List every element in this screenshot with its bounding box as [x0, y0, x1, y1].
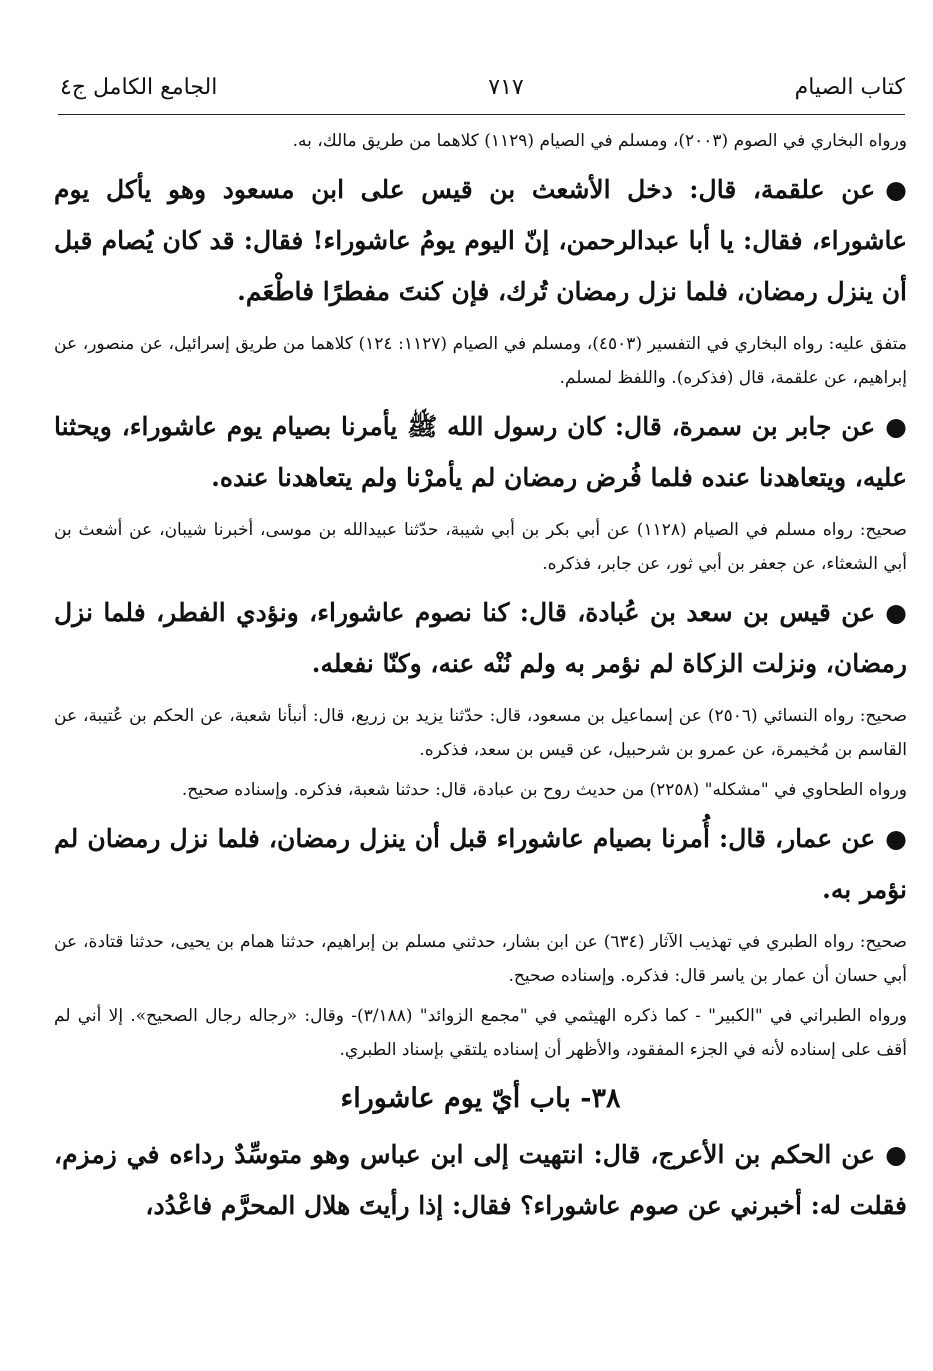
hadith-paragraph: [54, 587, 907, 689]
hadith-text: عن الحكم بن الأعرج، قال: انتهيت إلى ابن عباس وهو متوسِّدٌ رداءه في زمزم، فقلت له: أخبرني عن صوم عاشوراء؟ فقال: إذا رأيتَ هلال المحرَّم فاعْدُد،: [54, 1140, 907, 1220]
hadith-paragraph: [54, 1129, 907, 1231]
bullet-icon: ●: [885, 1140, 907, 1169]
page-header: [60, 62, 905, 112]
page-number: ٧١٧: [488, 74, 524, 100]
hadith-text: عن جابر بن سمرة، قال: كان رسول الله ﷺ يأمرنا بصيام يوم عاشوراء، ويحثنا عليه، ويتعاهدنا عنده فلما فُرض رمضان لم يأمرْنا ولم يتعاهدنا عنده.: [54, 412, 907, 492]
bullet-icon: ●: [885, 175, 907, 204]
book-title: كتاب الصيام: [794, 74, 905, 100]
note-paragraph: صحيح: رواه الطبري في تهذيب الآثار (٦٣٤) عن ابن بشار، حدثني مسلم بن إبراهيم، حدثنا همام بن يحيى، حدثنا قتادة، عن أبي حسان أن عمار بن ياسر قال: فذكره. وإسناده صحيح.: [54, 932, 907, 986]
note-paragraph: صحيح: رواه النسائي (٢٥٠٦) عن إسماعيل بن مسعود، قال: حدّثنا يزيد بن زريع، قال: أنبأنا شعبة، عن الحكم بن عُتيبة، عن القاسم بن مُخيمرة، عن عمرو بن شرحبيل، عن قيس بن سعد، فذكره.: [54, 706, 907, 760]
hadith-text: عن عمار، قال: أُمرنا بصيام عاشوراء قبل أن ينزل رمضان، فلما نزل رمضان لم نؤمر به.: [54, 824, 907, 904]
volume-title: الجامع الكامل ج٤: [60, 74, 218, 100]
hadith-paragraph: [54, 164, 907, 317]
note-paragraph: ورواه البخاري في الصوم (٢٠٠٣)، ومسلم في الصيام (١١٢٩) كلاهما من طريق مالك، به.: [292, 131, 907, 151]
hadith-text: عن علقمة، قال: دخل الأشعث بن قيس على ابن مسعود وهو يأكل يوم عاشوراء، فقال: يا أبا عبدالرحمن، إنّ اليوم يومُ عاشوراء! فقال: قد كان يُصام قبل أن ينزل رمضان، فلما نزل رمضان تُرك، فإن كنتَ مفطرًا فاطْعَم.: [54, 175, 907, 306]
bullet-icon: ●: [885, 598, 907, 627]
hadith-paragraph: [54, 401, 907, 503]
bullet-icon: ●: [885, 412, 907, 441]
note-paragraph: ورواه الطبراني في "الكبير" - كما ذكره الهيثمي في "مجمع الزوائد" (٣/١٨٨)- وقال: «رجاله رجال الصحيح». إلا أني لم أقف على إسناده لأنه في الجزء المفقود، والأظهر أن إسناده يلتقي بإسناد الطبري.: [54, 1006, 908, 1060]
header-rule: [58, 114, 905, 115]
chapter-heading: ٣٨- باب أيّ يوم عاشوراء: [340, 1083, 621, 1114]
note-paragraph: صحيح: رواه مسلم في الصيام (١١٢٨) عن أبي بكر بن أبي شيبة، حدّثنا عبيدالله بن موسى، أخبرنا شيبان، عن أشعث بن أبي الشعثاء، عن جعفر بن أبي ثور، عن جابر، فذكره.: [54, 520, 907, 574]
hadith-text: عن قيس بن سعد بن عُبادة، قال: كنا نصوم عاشوراء، ونؤدي الفطر، فلما نزل رمضان، ونزلت الزكاة لم نؤمر به ولم نُنْه عنه، وكنّا نفعله.: [54, 598, 907, 678]
hadith-paragraph: [54, 813, 907, 915]
bullet-icon: ●: [885, 824, 907, 853]
note-paragraph: متفق عليه: رواه البخاري في التفسير (٤٥٠٣)، ومسلم في الصيام (١١٢٧: ١٢٤) كلاهما من طريق إسرائيل، عن منصور، عن إبراهيم، عن علقمة، قال (فذكره). واللفظ لمسلم.: [54, 334, 907, 388]
page-body: [54, 124, 907, 1231]
note-paragraph: ورواه الطحاوي في "مشكله" (٢٢٥٨) من حديث روح بن عبادة، قال: حدثنا شعبة، فذكره. وإسناده صحيح.: [181, 780, 907, 800]
